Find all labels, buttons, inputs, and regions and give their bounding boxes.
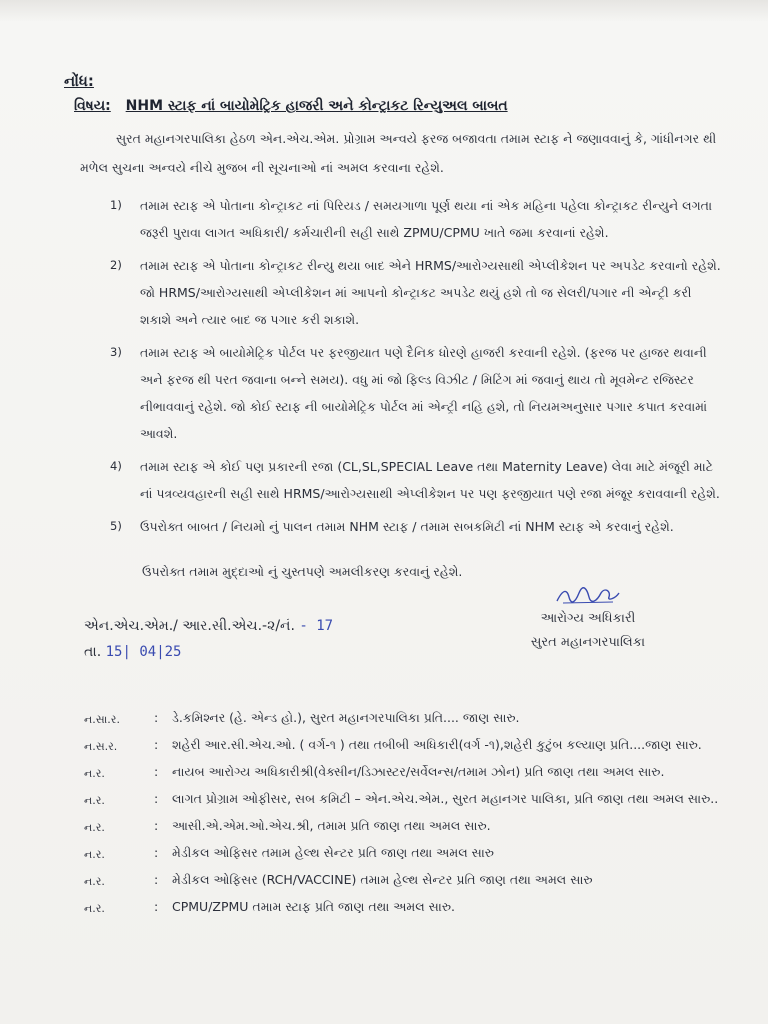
copy-colon: :	[154, 710, 159, 725]
list-number: 1)	[110, 198, 122, 212]
copy-abbr: ન.ર.	[84, 902, 105, 915]
closing-line: ઉપરોક્ત તમામ મુદ્દાઓ નું ચુસ્તપણે અમલીકરણ કરવાનું રહેશે.	[142, 564, 463, 579]
copy-text: નાયબ આરોગ્ય અધિકારીશ્રી(વેક્સીન/ડિઝાસ્ટર/સર્વેલન્સ/તમામ ઝોન) પ્રતિ જાણ તથા અમલ સારુ.	[172, 764, 665, 779]
copy-colon: :	[154, 845, 159, 860]
list-item	[110, 453, 725, 507]
reference-number-label: એન.એચ.એમ./ આર.સી.એચ.-૨/નં.	[84, 618, 295, 634]
reference-number-row	[84, 613, 333, 639]
subject-label: વિષય:	[74, 98, 111, 114]
reference-number-value: - 17	[299, 618, 334, 634]
copy-to-list	[84, 708, 724, 924]
list-number: 4)	[110, 459, 122, 473]
copy-abbr: ન.ર.	[84, 767, 105, 780]
list-number: 5)	[110, 519, 122, 533]
signatory-org: સુરત મહાનગરપાલિકા	[530, 635, 646, 650]
copy-text: મેડીકલ ઓફિસર તમામ હેલ્થ સેન્ટર પ્રતિ જાણ તથા અમલ સારુ	[172, 845, 494, 860]
copy-colon: :	[154, 899, 159, 914]
copy-text: મેડીકલ ઓફિસર (RCH/VACCINE) તમામ હેલ્થ સેન્ટર પ્રતિ જાણ તથા અમલ સારુ	[172, 872, 593, 887]
copy-row	[84, 870, 724, 892]
copy-colon: :	[154, 737, 159, 752]
copy-abbr: ન.સા.ર.	[84, 713, 120, 726]
copy-text: આસી.એ.એમ.ઓ.એચ.શ્રી, તમામ પ્રતિ જાણ તથા અમલ સારુ.	[172, 818, 491, 833]
list-text: તમામ સ્ટાફ એ પોતાના કોન્ટ્રાકટ રીન્યુ થયા બાદ એને HRMS/આરોગ્યસાથી એપ્લીકેશન પર અપડેટ કરવાનો રહેશે. જો HRMS/આરોગ્યસાથી એપ્લીકેશન માં આપનો કોન્ટ્રાકટ અપડેટ થયું હશે તો જ સેલરી/પગાર ની એન્ટ્રી કરી શકાશે અને ત્યાર બાદ જ પગાર કરી શકાશે.	[140, 258, 721, 327]
list-item	[110, 192, 725, 246]
reference-date-row	[84, 639, 333, 665]
subject-line	[74, 98, 714, 114]
list-text: ઉપરોક્ત બાબત / નિયમો નું પાલન તમામ NHM સ્ટાફ / તમામ સબકમિટી નાં NHM સ્ટાફ એ કરવાનું રહેશે.	[140, 519, 674, 534]
copy-text: ડે.કમિશ્નર (હે. એન્ડ હો.), સુરત મહાનગરપાલિકા પ્રતિ.... જાણ સારુ.	[172, 710, 520, 725]
copy-row	[84, 816, 724, 838]
copy-abbr: ન.ર.	[84, 794, 105, 807]
copy-text: CPMU/ZPMU તમામ સ્ટાફ પ્રતિ જાણ તથા અમલ સારુ.	[172, 899, 456, 914]
copy-colon: :	[154, 872, 159, 887]
list-text: તમામ સ્ટાફ એ બાયોમેટ્રિક પોર્ટલ પર ફરજીયાત પણે દૈનિક ધોરણે હાજરી કરવાની રહેશે. (ફરજ પર હાજર થવાની અને ફરજ થી પરત જવાના બન્ને સમય). વધુ માં જો ફિલ્ડ વિઝીટ / મિટિંગ માં જવાનું થાય તો મૂવમેન્ટ રજિસ્ટર નીભાવવાનું રહેશે. જો કોઈ સ્ટાફ ની બાયોમેટ્રિક પોર્ટલ માં એન્ટ્રી નહિ હશે, તો નિયમઅનુસાર પગાર કપાત કરવામાં આવશે.	[140, 345, 708, 441]
copy-abbr: ન.ર.	[84, 875, 105, 888]
subject-text: NHM સ્ટાફ નાં બાયોમેટ્રિક હાજરી અને કોન્ટ્રાકટ રિન્યુઅલ બાબત	[125, 98, 508, 114]
copy-abbr: ન.ર.	[84, 821, 105, 834]
copy-colon: :	[154, 818, 159, 833]
signature-block	[488, 585, 688, 655]
signature-icon	[488, 585, 688, 607]
copy-row	[84, 708, 724, 730]
reference-date-label: તા.	[84, 644, 102, 660]
list-text: તમામ સ્ટાફ એ પોતાના કોન્ટ્રાકટ નાં પિરિયડ / સમયગાળા પૂર્ણ થયા નાં એક મહિના પહેલા કોન્ટ્રાકટ રીન્યુને લગતા જરૂરી પુરાવા લાગત અધિકારી/ કર્મચારીની સહી સાથે ZPMU/CPMU ખાતે જમા કરવાનાં રહેશે.	[140, 198, 713, 240]
list-item	[110, 339, 725, 447]
copy-row	[84, 897, 724, 919]
reference-block	[84, 613, 333, 665]
copy-row	[84, 762, 724, 784]
reference-date-value: 15| 04|25	[105, 644, 182, 660]
list-number: 3)	[110, 345, 122, 359]
list-item	[110, 252, 725, 333]
note-label: નોંધ:	[64, 72, 94, 90]
copy-text: શહેરી આર.સી.એચ.ઓ. ( વર્ગ-૧ ) તથા તબીબી અધિકારી(વર્ગ -૧),શહેરી કુટુંબ કલ્યાણ પ્રતિ....જાણ સારુ.	[172, 737, 702, 752]
copy-abbr: ન.સ.ર.	[84, 740, 118, 753]
list-item	[110, 513, 725, 540]
copy-row	[84, 843, 724, 865]
copy-abbr: ન.ર.	[84, 848, 105, 861]
copy-row	[84, 789, 724, 811]
intro-paragraph: સુરત મહાનગરપાલિકા હેઠળ એન.એચ.એમ. પ્રોગ્રામ અન્વયે ફરજ બજાવતા તમામ સ્ટાફ ને જણાવવાનું કે, ગાંધીનગર થી મળેલ સુચના અન્વયે નીચે મુજબ ની સૂચનાઓ નાં અમલ કરવાના રહેશે.	[80, 131, 717, 175]
signatory-title: આરોગ્ય અધિકારી	[540, 611, 636, 626]
copy-row	[84, 735, 724, 757]
instruction-list	[110, 192, 725, 546]
list-number: 2)	[110, 258, 122, 272]
copy-text: લાગત પ્રોગ્રામ ઓફીસર, સબ કમિટી – એન.એચ.એમ., સુરત મહાનગર પાલિકા, પ્રતિ જાણ તથા અમલ સારુ..	[172, 791, 719, 806]
copy-colon: :	[154, 764, 159, 779]
list-text: તમામ સ્ટાફ એ કોઈ પણ પ્રકારની રજા (CL,SL,SPECIAL Leave તથા Maternity Leave) લેવા માટે મંજૂરી માટે નાં પત્રવ્યવહારની સહી સાથે HRMS/આરોગ્યસાથી એપ્લીકેશન પર પણ ફરજીયાત પણે રજા મંજૂર કરાવવાની રહેશે.	[140, 459, 720, 501]
scan-shadow	[0, 0, 768, 22]
copy-colon: :	[154, 791, 159, 806]
